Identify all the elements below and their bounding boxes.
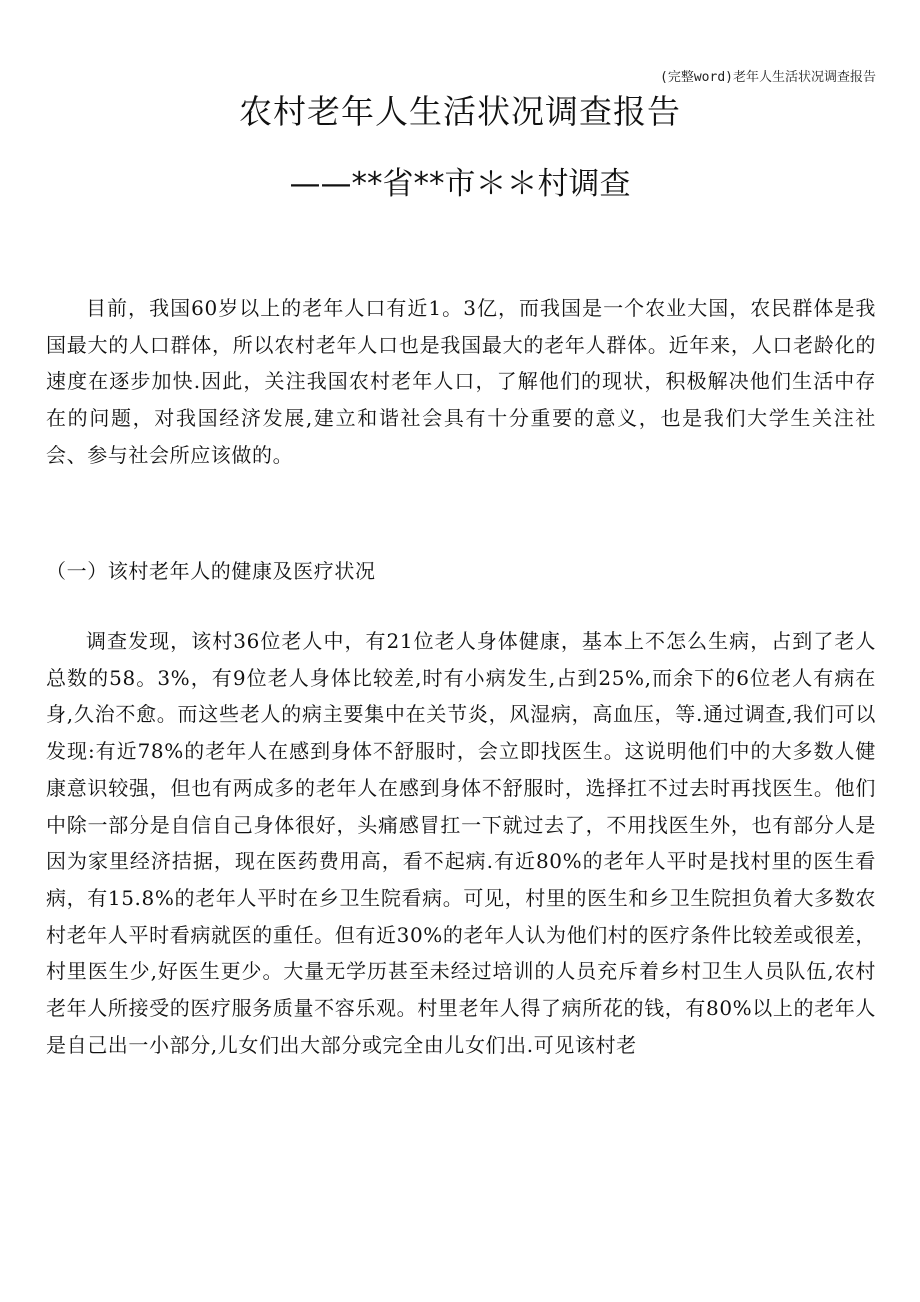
health-paragraph: 调查发现，该村36位老人中，有21位老人身体健康，基本上不怎么生病，占到了老人总数的58。3%，有9位老人身体比较差,时有小病发生,占到25%,而余下的6位老人有病在身,久治不愈。而这些老人的病主要集中在关节炎，风湿病，高血压，等.通过调查,我们可以发现:有近78%的老年人在感到身体不舒服时，会立即找医生。这说明他们中的大多数人健康意识较强，但也有两成多的老年人在感到身体不舒服时，选择扛不过去时再找医生。他们中除一部分是自信自己身体很好，头痛感冒扛一下就过去了，不用找医生外，也有部分人是因为家里经济拮据，现在医药费用高，看不起病.有近80%的老年人平时是找村里的医生看病，有15.8%的老年人平时在乡卫生院看病。可见，村里的医生和乡卫生院担负着大多数农村老年人平时看病就医的重任。但有近30%的老年人认为他们村的医疗条件比较差或很差，村里医生少,好医生更少。大量无学历甚至未经过培训的人员充斥着乡村卫生人员队伍,农村老年人所接受的医疗服务质量不容乐观。村里老年人得了病所花的钱，有80%以上的老年人是自己出一小部分,儿女们出大部分或完全由儿女们出.可见该村老 — [46, 629, 876, 1057]
running-header: (完整word)老年人生活状况调查报告 — [660, 70, 876, 85]
intro-paragraph: 目前，我国60岁以上的老年人口有近1。3亿，而我国是一个农业大国，农民群体是我国最大的人口群体，所以农村老年人口也是我国最大的老年人群体。近年来，人口老龄化的速度在逐步加快.因此，关注我国农村老年人口，了解他们的现状，积极解决他们生活中存在的问题，对我国经济发展,建立和谐社会具有十分重要的意义，也是我们大学生关注社会、参与社会所应该做的。 — [46, 296, 876, 467]
document-subtitle: ——**省**市＊＊村调查 — [289, 166, 631, 202]
section-heading-health: （一）该村老年人的健康及医疗状况 — [46, 559, 376, 583]
document-title: 农村老年人生活状况调查报告 — [239, 92, 681, 131]
